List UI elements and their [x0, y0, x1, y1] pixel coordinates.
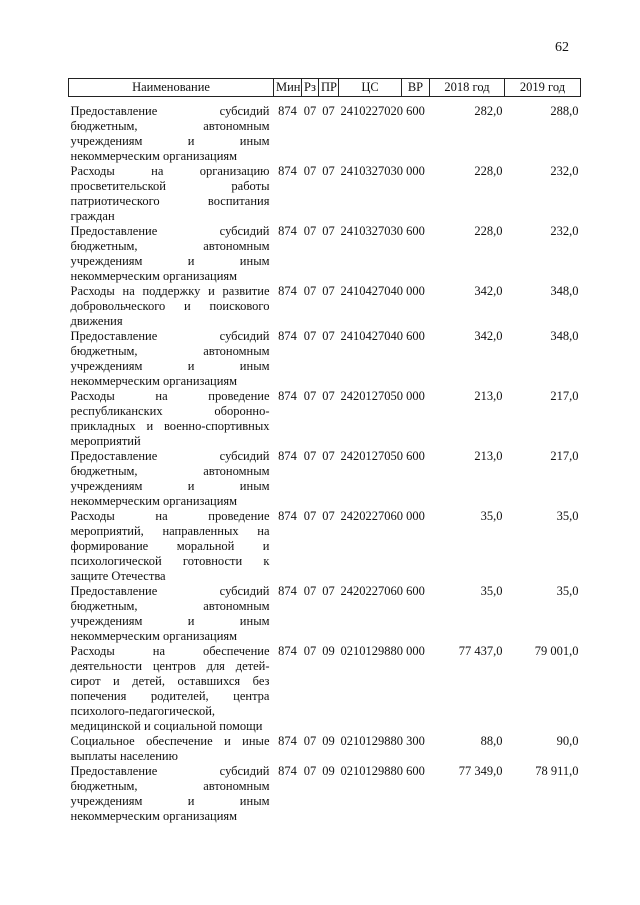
row-amount-2018: 228,0 [474, 164, 503, 178]
row-cs: 2420227060 [340, 584, 403, 598]
table-row [69, 97, 581, 165]
row-amount-2019: 35,0 [556, 584, 579, 598]
table-row [69, 329, 581, 389]
row-name: Расходы на проведение республиканских оборонно-прикладных и военно-спортивных мероприятий [70, 389, 270, 448]
row-vr: 000 [406, 644, 425, 658]
row-cs: 0210129880 [340, 734, 403, 748]
row-cs: 0210129880 [340, 764, 403, 778]
row-min: 874 [278, 764, 297, 778]
row-vr: 600 [406, 104, 425, 118]
row-amount-2019: 232,0 [550, 224, 579, 238]
row-pr: 07 [322, 104, 335, 118]
row-min: 874 [278, 509, 297, 523]
row-pr: 09 [322, 764, 335, 778]
row-amount-2019: 90,0 [556, 734, 579, 748]
row-vr: 600 [406, 584, 425, 598]
row-cs: 2410227020 [340, 104, 403, 118]
row-name: Социальное обеспечение и иные выплаты населению [70, 734, 270, 763]
row-min: 874 [278, 284, 297, 298]
row-amount-2019: 35,0 [556, 509, 579, 523]
row-min: 874 [278, 734, 297, 748]
row-amount-2018: 88,0 [480, 734, 503, 748]
row-vr: 000 [406, 509, 425, 523]
row-amount-2018: 77 349,0 [458, 764, 503, 778]
row-amount-2018: 213,0 [474, 449, 503, 463]
table-row [69, 164, 581, 224]
row-rz: 07 [303, 284, 317, 298]
row-min: 874 [278, 584, 297, 598]
row-rz: 07 [303, 224, 317, 238]
row-name: Расходы на проведение мероприятий, направленных на формирование моральной и психологической готовности к защите Отечества [70, 509, 270, 583]
column-header-2019: 2019 год [505, 79, 581, 97]
row-amount-2018: 228,0 [474, 224, 503, 238]
row-rz: 07 [303, 584, 317, 598]
table-header [69, 79, 581, 97]
row-name: Расходы на поддержку и развитие добровольческого и поискового движения [70, 284, 270, 328]
row-cs: 0210129880 [340, 644, 403, 658]
row-name: Предоставление субсидий бюджетным, автономным учреждениям и иным некоммерческим организациям [70, 104, 270, 163]
row-amount-2019: 348,0 [550, 284, 579, 298]
row-vr: 600 [406, 224, 425, 238]
row-vr: 000 [406, 389, 425, 403]
table-row [69, 449, 581, 509]
row-pr: 07 [322, 449, 335, 463]
table-row [69, 284, 581, 329]
row-cs: 2410327030 [340, 224, 403, 238]
row-min: 874 [278, 329, 297, 343]
row-name: Предоставление субсидий бюджетным, автономным учреждениям и иным некоммерческим организациям [70, 329, 270, 388]
table-row [69, 644, 581, 734]
row-name: Предоставление субсидий бюджетным, автономным учреждениям и иным некоммерческим организациям [70, 764, 270, 823]
row-cs: 2410427040 [340, 329, 403, 343]
row-pr: 07 [322, 329, 335, 343]
row-rz: 07 [303, 644, 317, 658]
column-header-cs: ЦС [339, 79, 402, 97]
row-amount-2019: 217,0 [550, 389, 579, 403]
row-name: Расходы на организацию просветительской работы патриотического воспитания граждан [70, 164, 270, 223]
row-vr: 600 [406, 764, 425, 778]
budget-table [68, 78, 581, 824]
row-min: 874 [278, 389, 297, 403]
table-row [69, 764, 581, 824]
row-rz: 07 [303, 734, 317, 748]
column-header-pr: ПР [319, 79, 339, 97]
row-name: Предоставление субсидий бюджетным, автономным учреждениям и иным некоммерческим организациям [70, 449, 270, 508]
row-amount-2019: 217,0 [550, 449, 579, 463]
row-pr: 07 [322, 509, 335, 523]
row-vr: 600 [406, 329, 425, 343]
row-pr: 09 [322, 644, 335, 658]
row-amount-2018: 342,0 [474, 329, 503, 343]
row-cs: 2420227060 [340, 509, 403, 523]
table-row [69, 584, 581, 644]
table-row [69, 509, 581, 584]
row-pr: 09 [322, 734, 335, 748]
row-cs: 2420127050 [340, 449, 403, 463]
table-row [69, 224, 581, 284]
row-amount-2018: 35,0 [480, 584, 503, 598]
row-cs: 2410427040 [340, 284, 403, 298]
row-rz: 07 [303, 164, 317, 178]
row-rz: 07 [303, 449, 317, 463]
row-amount-2019: 348,0 [550, 329, 579, 343]
column-header-min: Мин [274, 79, 302, 97]
column-header-vr: ВР [402, 79, 430, 97]
table-row [69, 734, 581, 764]
row-amount-2018: 35,0 [480, 509, 503, 523]
row-cs: 2420127050 [340, 389, 403, 403]
row-rz: 07 [303, 329, 317, 343]
page-number: 62 [555, 40, 569, 55]
row-pr: 07 [322, 584, 335, 598]
row-rz: 07 [303, 509, 317, 523]
row-amount-2019: 288,0 [550, 104, 579, 118]
row-pr: 07 [322, 284, 335, 298]
row-min: 874 [278, 104, 297, 118]
row-amount-2019: 79 001,0 [534, 644, 579, 658]
row-cs: 2410327030 [340, 164, 403, 178]
column-header-2018: 2018 год [430, 79, 505, 97]
row-amount-2019: 78 911,0 [535, 764, 579, 778]
row-pr: 07 [322, 389, 335, 403]
row-amount-2018: 213,0 [474, 389, 503, 403]
row-min: 874 [278, 164, 297, 178]
row-amount-2019: 232,0 [550, 164, 579, 178]
row-min: 874 [278, 644, 297, 658]
row-rz: 07 [303, 764, 317, 778]
row-pr: 07 [322, 164, 335, 178]
row-amount-2018: 342,0 [474, 284, 503, 298]
row-min: 874 [278, 224, 297, 238]
row-vr: 300 [406, 734, 425, 748]
row-vr: 000 [406, 284, 425, 298]
row-pr: 07 [322, 224, 335, 238]
column-header-rz: Рз [302, 79, 319, 97]
column-header-name: Наименование [69, 79, 274, 97]
row-rz: 07 [303, 104, 317, 118]
row-amount-2018: 77 437,0 [458, 644, 503, 658]
row-name: Предоставление субсидий бюджетным, автономным учреждениям и иным некоммерческим организациям [70, 584, 270, 643]
row-vr: 000 [406, 164, 425, 178]
row-name: Расходы на обеспечение деятельности центров для детей-сирот и детей, оставшихся без попечения родителей, центра психолого-педагогической, медицинской и социальной помощи [70, 644, 270, 733]
row-vr: 600 [406, 449, 425, 463]
table-row [69, 389, 581, 449]
row-rz: 07 [303, 389, 317, 403]
row-min: 874 [278, 449, 297, 463]
row-name: Предоставление субсидий бюджетным, автономным учреждениям и иным некоммерческим организациям [70, 224, 270, 283]
row-amount-2018: 282,0 [474, 104, 503, 118]
